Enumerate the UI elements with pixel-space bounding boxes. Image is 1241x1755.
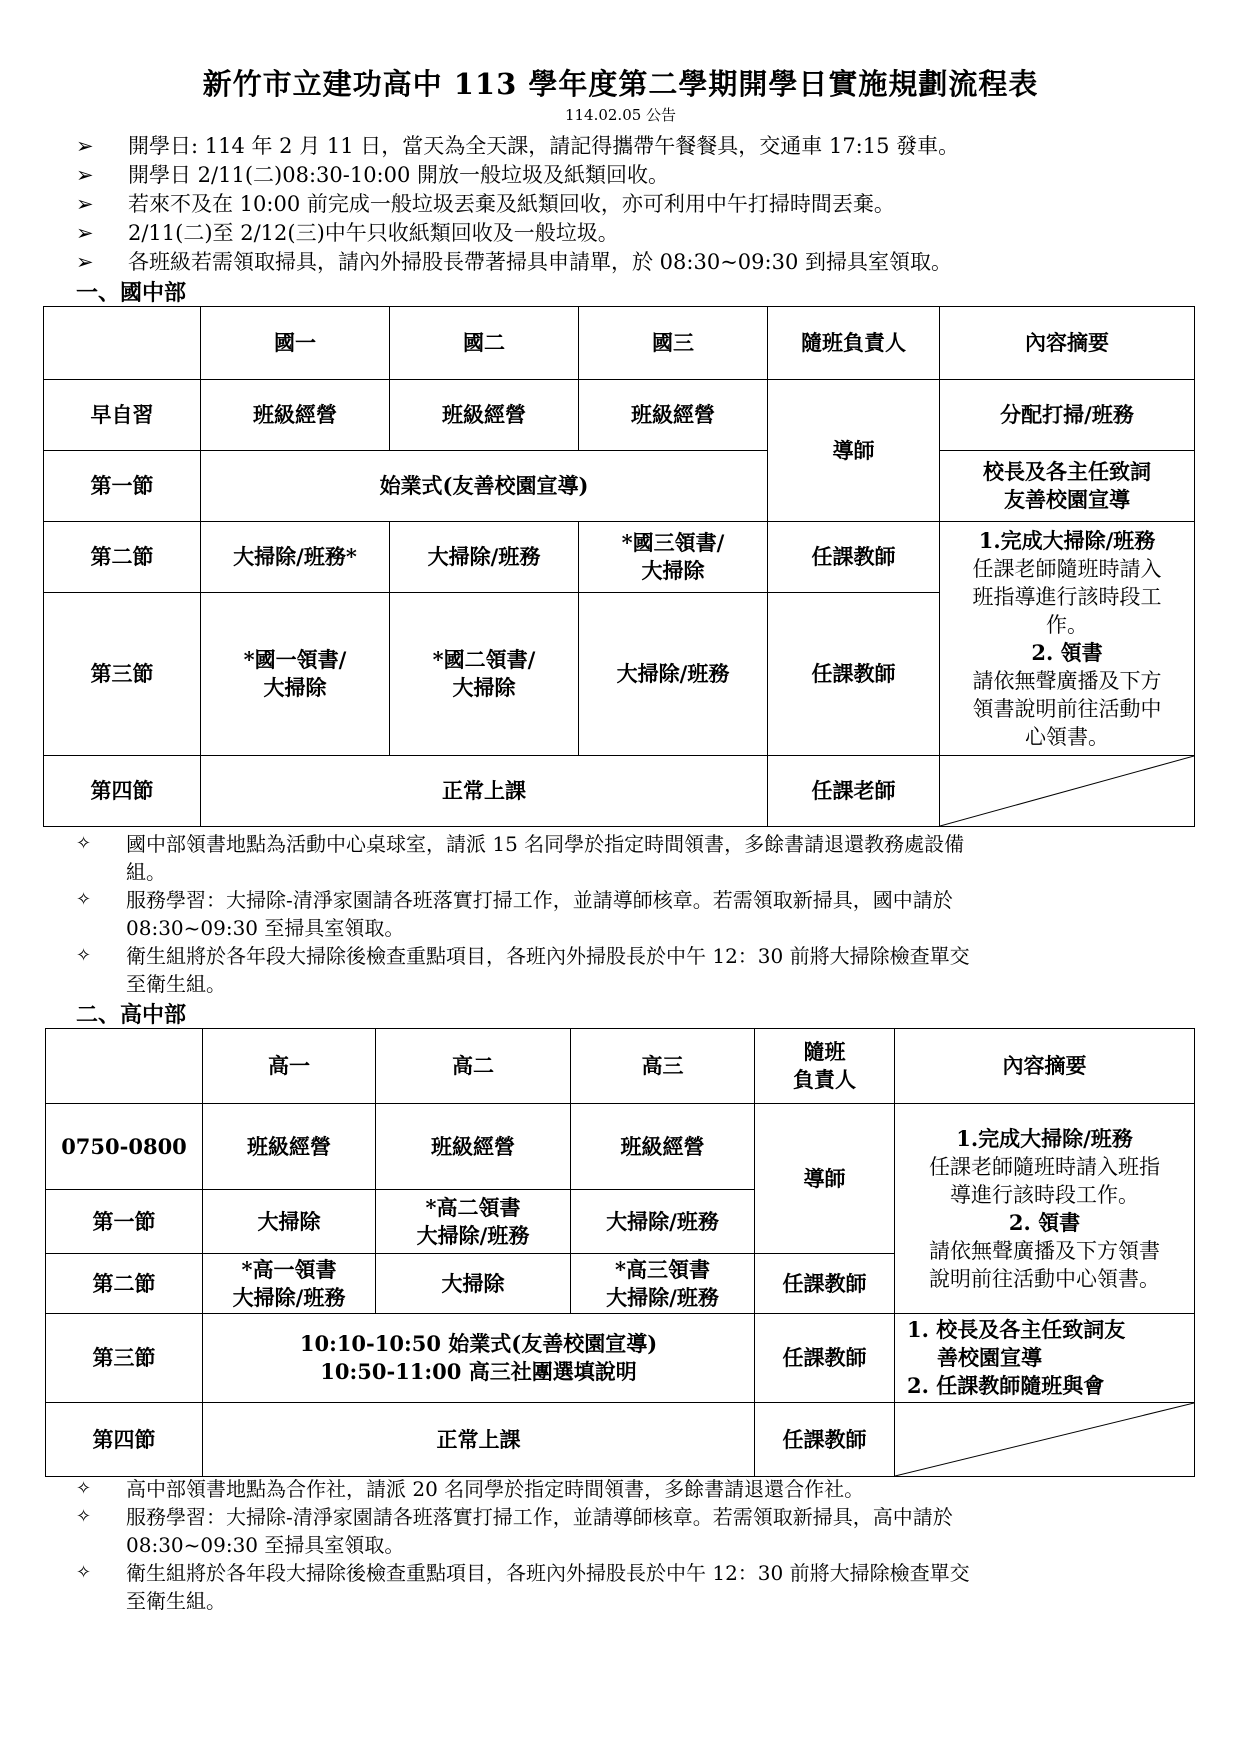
summary-cell: 1.完成大掃除/班務 任課老師隨班時請入 班指導進行該時段工 作。 2. 領書 請依無聲廣播及下方 領書說明前往活動中 心領書。 [940, 522, 1195, 756]
arrow-bullet-icon: ➢ [76, 250, 94, 274]
column-header: 國二 [390, 307, 579, 380]
column-header: 隨班負責人 [768, 307, 940, 380]
period-cell: 第三節 [46, 1314, 203, 1403]
star-bullet-icon: ✧ [76, 1478, 92, 1499]
table-cell: 大掃除 [376, 1254, 571, 1314]
star-bullet-icon: ✧ [76, 945, 92, 966]
arrow-bullet-icon: ➢ [76, 134, 94, 158]
table-corner-cell [44, 307, 201, 380]
list-item: ✧ 服務學習：大掃除-清淨家園請各班落實打掃工作，並請導師核章。若需領取新掃具，國中請於 08:30~09:30 至掃具室領取。 [76, 888, 953, 940]
responsible-cell: 導師 [755, 1104, 895, 1254]
table-row [46, 1104, 1195, 1190]
list-item: ✧ 服務學習：大掃除-清淨家園請各班落實打掃工作，並請導師核章。若需領取新掃具，高中請於 08:30~09:30 至掃具室領取。 [76, 1505, 953, 1557]
diagonal-line [940, 756, 1194, 826]
summary-cell: 1.完成大掃除/班務 任課老師隨班時請入班指 導進行該時段工作。 2. 領書 請依無聲廣播及下方領書 說明前往活動中心領書。 [895, 1104, 1195, 1314]
list-item: ➢ 開學日 2/11(二)08:30-10:00 開放一般垃圾及紙類回收。 [76, 161, 1196, 190]
star-bullet-icon: ✧ [76, 833, 92, 854]
list-item: ➢ 開學日: 114 年 2 月 11 日，當天為全天課，請記得攜帶午餐餐具，交通車 17:15 發車。 [76, 132, 1196, 161]
arrow-bullet-icon: ➢ [76, 221, 94, 245]
period-cell: 第四節 [44, 756, 201, 827]
table-cell: *高二領書 大掃除/班務 [376, 1190, 571, 1254]
senior-schedule-table [45, 1028, 1195, 1477]
star-bullet-icon: ✧ [76, 1506, 92, 1527]
period-cell: 0750-0800 [46, 1104, 203, 1190]
star-bullet-icon: ✧ [76, 1562, 92, 1583]
table-cell: 大掃除/班務 [390, 522, 579, 593]
empty-diagonal-cell [940, 756, 1195, 827]
list-item: ➢ 2/11(二)至 2/12(三)中午只收紙類回收及一般垃圾。 [76, 219, 1196, 248]
responsible-cell: 任課教師 [755, 1314, 895, 1403]
merged-cell: 正常上課 [203, 1403, 755, 1477]
table-cell: 班級經營 [201, 380, 390, 451]
responsible-cell: 任課教師 [755, 1403, 895, 1477]
announce-date: 114.02.05 公告 [564, 106, 677, 124]
arrow-bullet-icon: ➢ [76, 163, 94, 187]
responsible-cell: 任課教師 [755, 1254, 895, 1314]
list-item: ✧ 國中部領書地點為活動中心桌球室，請派 15 名同學於指定時間領書，多餘書請退還教務處設備 組。 [76, 832, 965, 884]
table-cell: 班級經營 [376, 1104, 571, 1190]
period-cell: 第二節 [44, 522, 201, 593]
table-cell: 班級經營 [390, 380, 579, 451]
period-cell: 第一節 [44, 451, 201, 522]
section-heading-senior: 二、高中部 [76, 1002, 187, 1028]
table-row [46, 1029, 1195, 1104]
table-cell: *國三領書/ 大掃除 [579, 522, 768, 593]
column-header: 高三 [571, 1029, 755, 1104]
column-header: 內容摘要 [940, 307, 1195, 380]
table-cell: 大掃除 [203, 1190, 376, 1254]
list-item: ✧ 衛生組將於各年段大掃除後檢查重點項目，各班內外掃股長於中午 12：30 前將大掃除檢查單交 至衛生組。 [76, 1561, 970, 1613]
table-cell: 班級經營 [579, 380, 768, 451]
table-row [44, 307, 1195, 380]
table-cell: *高一領書 大掃除/班務 [203, 1254, 376, 1314]
section-heading-junior: 一、國中部 [76, 280, 187, 306]
table-cell: 大掃除/班務* [201, 522, 390, 593]
arrow-bullet-icon: ➢ [76, 192, 94, 216]
table-cell: 大掃除/班務 [571, 1190, 755, 1254]
merged-cell: 始業式(友善校園宣導) [201, 451, 768, 522]
table-cell: *高三領書 大掃除/班務 [571, 1254, 755, 1314]
junior-notes [76, 830, 1196, 998]
table-row [44, 756, 1195, 827]
responsible-cell: 任課老師 [768, 756, 940, 827]
summary-cell: 校長及各主任致詞 友善校園宣導 [940, 451, 1195, 522]
table-cell: 班級經營 [203, 1104, 376, 1190]
table-cell: *國二領書/ 大掃除 [390, 593, 579, 756]
summary-cell: 1. 校長及各主任致詞友 善校園宣導 2. 任課教師隨班與會 [895, 1314, 1195, 1403]
period-cell: 早自習 [44, 380, 201, 451]
bullet-list [76, 132, 1196, 277]
column-header: 隨班 負責人 [755, 1029, 895, 1104]
table-cell: *國一領書/ 大掃除 [201, 593, 390, 756]
star-bullet-icon: ✧ [76, 889, 92, 910]
table-row [44, 522, 1195, 593]
list-item: ✧ 衛生組將於各年段大掃除後檢查重點項目，各班內外掃股長於中午 12：30 前將大掃除檢查單交 至衛生組。 [76, 944, 970, 996]
list-item: ➢ 若來不及在 10:00 前完成一般垃圾丟棄及紙類回收，亦可利用中午打掃時間丟棄。 [76, 190, 1196, 219]
table-cell: 大掃除/班務 [579, 593, 768, 756]
table-row [44, 380, 1195, 451]
period-cell: 第三節 [44, 593, 201, 756]
responsible-cell: 導師 [768, 380, 940, 522]
table-cell: 班級經營 [571, 1104, 755, 1190]
senior-notes [76, 1475, 1196, 1615]
empty-diagonal-cell [895, 1403, 1195, 1477]
summary-cell: 分配打掃/班務 [940, 380, 1195, 451]
responsible-cell: 任課教師 [768, 522, 940, 593]
table-row [44, 451, 1195, 522]
column-header: 高一 [203, 1029, 376, 1104]
merged-cell: 正常上課 [201, 756, 768, 827]
responsible-cell: 任課教師 [768, 593, 940, 756]
junior-schedule-table [43, 306, 1195, 827]
table-row [46, 1403, 1195, 1477]
period-cell: 第一節 [46, 1190, 203, 1254]
page-title: 新竹市立建功高中 113 學年度第二學期開學日實施規劃流程表 [202, 67, 1039, 101]
merged-cell: 10:10-10:50 始業式(友善校園宣導) 10:50-11:00 高三社團選填說明 [203, 1314, 755, 1403]
column-header: 高二 [376, 1029, 571, 1104]
period-cell: 第四節 [46, 1403, 203, 1477]
diagonal-line [895, 1403, 1194, 1476]
column-header: 國一 [201, 307, 390, 380]
period-cell: 第二節 [46, 1254, 203, 1314]
list-item: ✧ 高中部領書地點為合作社，請派 20 名同學於指定時間領書，多餘書請退還合作社。 [76, 1477, 865, 1501]
column-header: 國三 [579, 307, 768, 380]
list-item: ➢ 各班級若需領取掃具，請內外掃股長帶著掃具申請單，於 08:30~09:30 到掃具室領取。 [76, 248, 1196, 277]
column-header: 內容摘要 [895, 1029, 1195, 1104]
table-row [46, 1314, 1195, 1403]
table-corner-cell [46, 1029, 203, 1104]
